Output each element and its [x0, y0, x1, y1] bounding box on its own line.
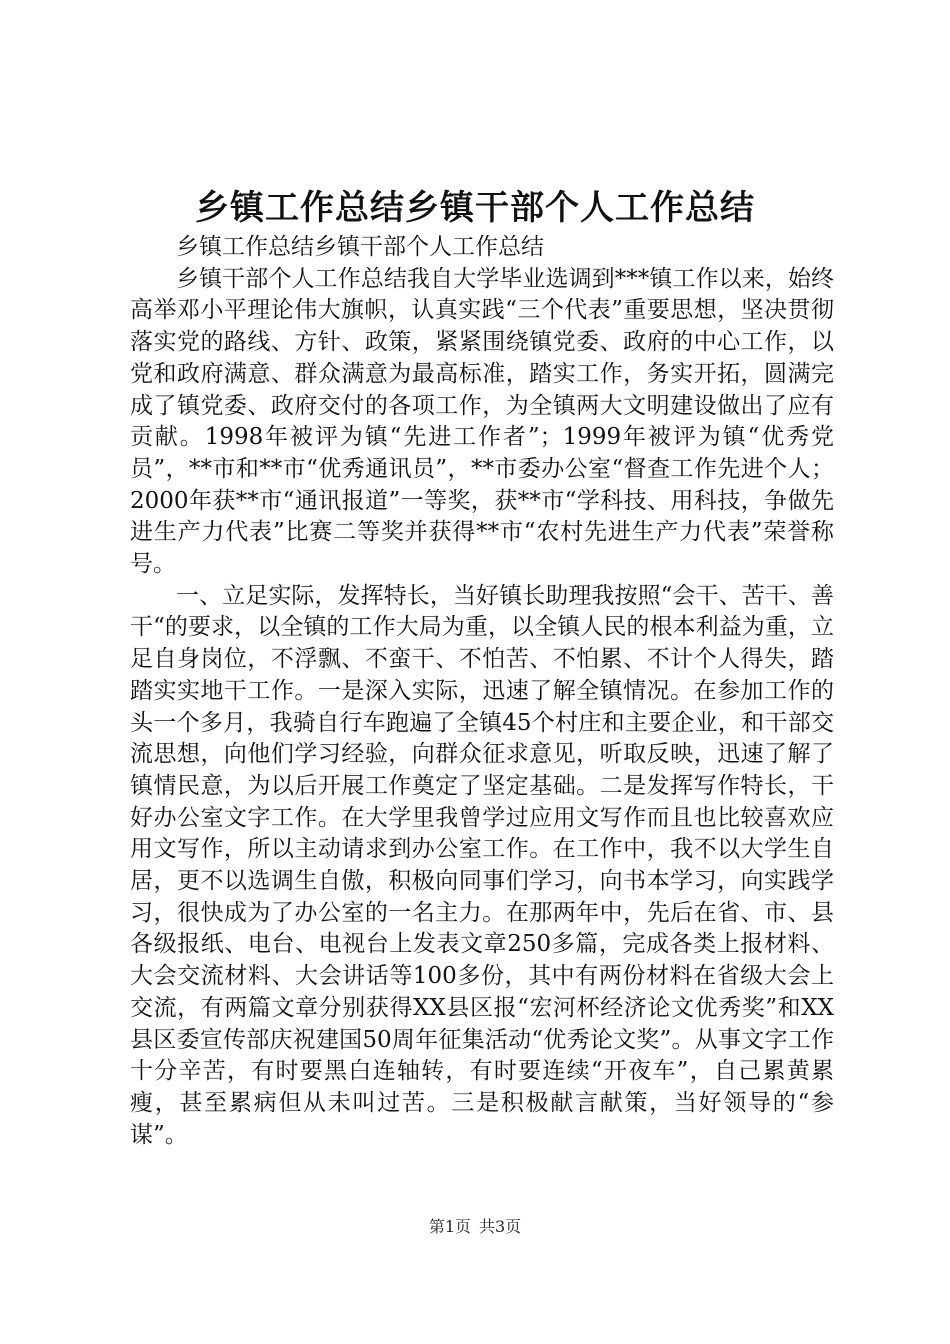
body-paragraph-summary: 乡镇干部个人工作总结我自大学毕业选调到***镇工作以来，始终高举邓小平理论伟大旗帜，认真实践“三个代表”重要思想，坚决贯彻落实党的路线、方针、政策，紧紧围绕镇党委、政府的中心工作，以党和政府满意、群众满意为最高标准，踏实工作，务实开拓，圆满完成了镇党委、政府交付的各项工作，为全镇两大文明建设做出了应有贡献。1998年被评为镇“先进工作者”；1999年被评为镇“优秀党员”，**市和**市“优秀通讯员”，**市委办公室“督查工作先进个人；2000年获**市“通讯报道”一等奖，获**市“学科技、用科技，争做先进生产力代表”比赛二等奖并获得**市“农村先进生产力代表”荣誉称号。	[130, 265, 834, 578]
page-number-total: 共3页	[479, 1217, 522, 1236]
document-title: 乡镇工作总结乡镇干部个人工作总结	[195, 188, 755, 228]
body-paragraph-subtitle: 乡镇工作总结乡镇干部个人工作总结	[176, 234, 544, 260]
body-paragraph-section-one: 一、立足实际，发挥特长，当好镇长助理我按照“会干、苦干、善干“的要求，以全镇的工作大局为重，以全镇人民的根本利益为重，立足自身岗位，不浮飘、不蛮干、不怕苦、不怕累、不计个人得失，踏踏实实地干工作。一是深入实际，迅速了解全镇情况。在参加工作的头一个多月，我骑自行车跑遍了全镇45个村庄和主要企业，和干部交流思想，向他们学习经验，向群众征求意见，听取反映，迅速了解了镇情民意，为以后开展工作奠定了坚定基础。二是发挥写作特长，干好办公室文字工作。在大学里我曾学过应用文写作而且也比较喜欢应用文写作，所以主动请求到办公室工作。在工作中，我不以大学生自居，更不以选调生自傲，积极向同事们学习，向书本学习，向实践学习，很快成为了办公室的一名主力。在那两年中，先后在省、市、县各级报纸、电台、电视台上发表文章250多篇，完成各类上报材料、大会交流材料、大会讲话等100多份，其中有两份材料在省级大会上交流，有两篇文章分别获得XX县区报“宏河杯经济论文优秀奖”和XX县区委宣传部庆祝建国50周年征集活动“优秀论文奖”。从事文字工作十分辛苦，有时要黑白连轴转，有时要连续“开夜车”，自己累黄累瘦，甚至累病但从未叫过苦。三是积极献言献策，当好领导的“参谋”。	[130, 582, 834, 1148]
document-body	[130, 232, 834, 1151]
page-number-current: 第1页	[428, 1217, 471, 1236]
page-footer	[0, 1216, 950, 1238]
